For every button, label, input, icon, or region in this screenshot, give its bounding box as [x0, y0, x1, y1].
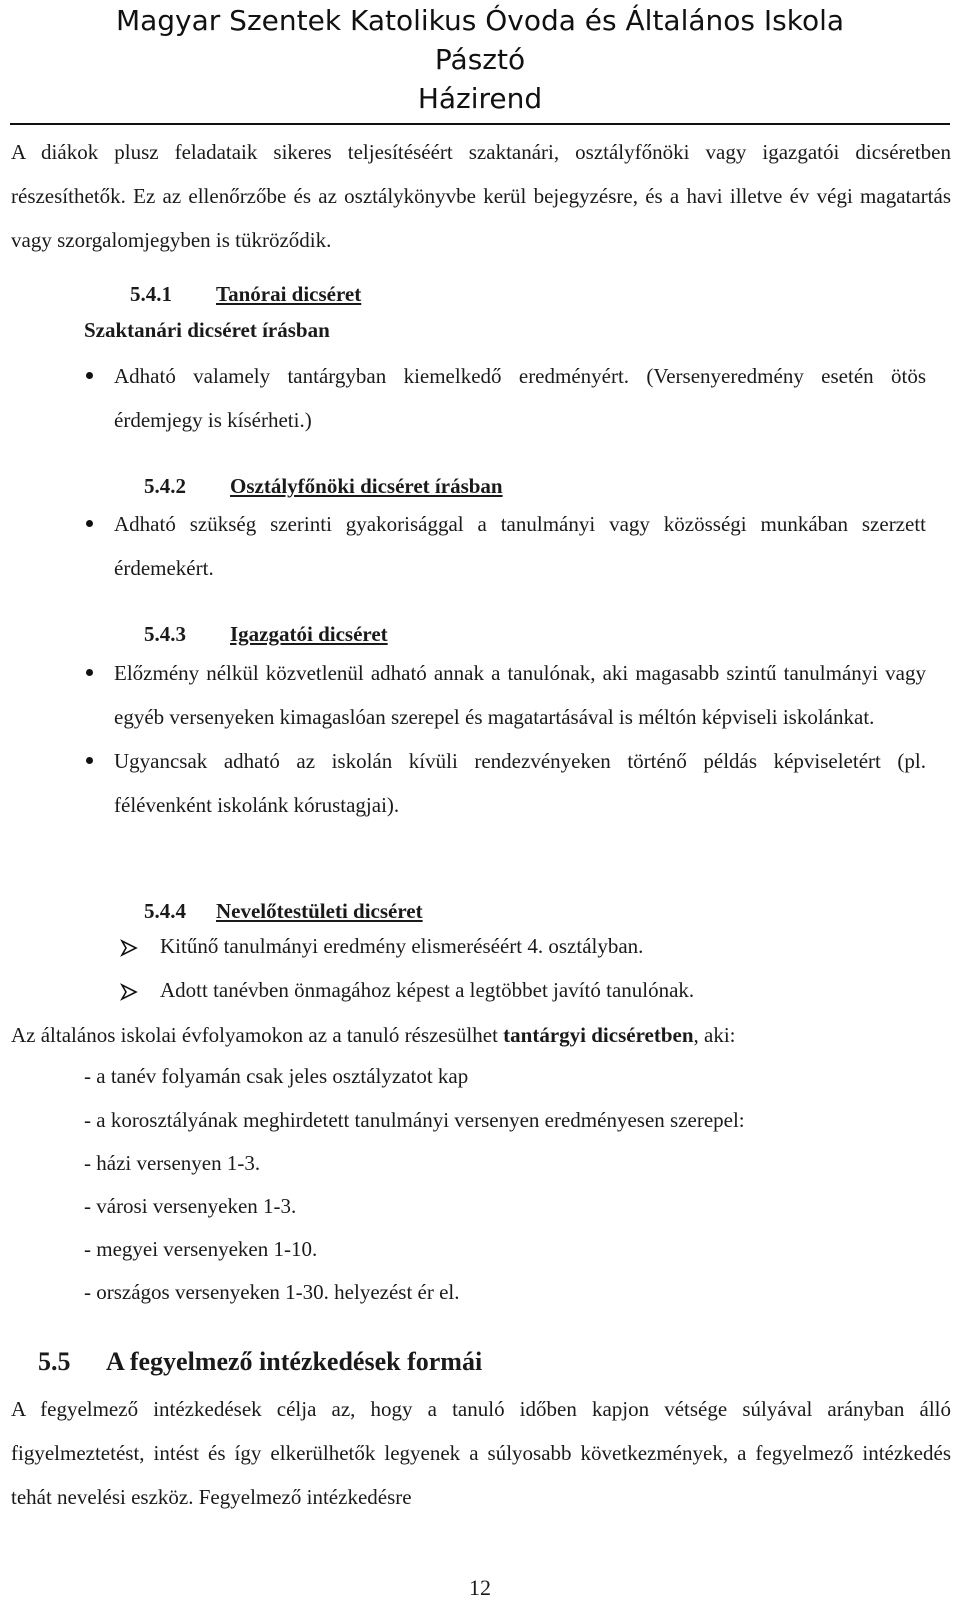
- arrow-list-item: Kitűnő tanulmányi eredmény elismeréséért 4. osztályban.: [120, 934, 643, 959]
- heading-5-5: [38, 1347, 482, 1377]
- list-item: Adható valamely tantárgyban kiemelkedő eredményért. (Versenyeredmény esetén ötös érdemjegy is kísérheti.): [114, 354, 926, 442]
- criteria-line: - országos versenyeken 1-30. helyezést ér el.: [84, 1280, 460, 1304]
- subject-praise-intro: Az általános iskolai évfolyamokon az a tanuló részesülhet tantárgyi dicséretben, aki:: [11, 1023, 736, 1047]
- arrow-bullet-icon: [120, 983, 138, 1001]
- list-item: Ugyancsak adható az iskolán kívüli rendezvényeken történő példás képviseletért (pl. félévenként iskolánk kórustagjai).: [114, 739, 926, 827]
- intro-paragraph: A diákok plusz feladataik sikeres teljesítéséért szaktanári, osztályfőnöki vagy igazgatói dicséretben részesíthetők. Ez az ellenőrzőbe és az osztálykönyvbe kerül bejegyzésre, és a havi illetve év végi magatartás vagy szorgalomjegyben is tükröződik.: [11, 140, 951, 252]
- heading-title: Osztályfőnöki dicséret írásban: [230, 474, 503, 498]
- heading-number: 5.5: [38, 1347, 71, 1376]
- arrow-list-item: Adott tanévben önmagához képest a legtöbbet javító tanulónak.: [120, 978, 694, 1003]
- heading-5-4-3: [144, 622, 388, 647]
- bullet-icon: [86, 669, 93, 676]
- heading-number: 5.4.1: [130, 282, 172, 306]
- bullet-list-5-4-2: [114, 502, 926, 590]
- page-number: 12: [469, 1575, 491, 1600]
- heading-5-4-1: [130, 282, 361, 307]
- criteria-line: - a tanév folyamán csak jeles osztályzatot kap: [84, 1064, 469, 1088]
- header-divider: [10, 123, 950, 125]
- header-town: Pásztó: [434, 43, 526, 76]
- list-item: Adható szükség szerinti gyakorisággal a tanulmányi vagy közösségi munkában szerzett érdemekért.: [114, 502, 926, 590]
- list-item: Előzmény nélkül közvetlenül adható annak a tanulónak, aki magasabb szintű tanulmányi vagy egyéb versenyeken kimagaslóan szerepel és magatartásával is méltón képviseli iskolánkat.: [114, 651, 926, 739]
- bullet-list-5-4-3: [114, 651, 926, 827]
- criteria-line: - városi versenyeken 1-3.: [84, 1194, 297, 1218]
- heading-5-4-4: [144, 899, 423, 924]
- subheading-written-praise: Szaktanári dicséret írásban: [84, 318, 330, 342]
- heading-number: 5.4.3: [144, 622, 186, 646]
- disciplinary-paragraph: A fegyelmező intézkedések célja az, hogy a tanuló időben kapjon vétsége súlyával arányban álló figyelmeztetést, intést és így elkerülhetők legyenek a súlyosabb következmények, a fegyelmező intézkedés tehát nevelési eszköz. Fegyelmező intézkedésre: [11, 1397, 951, 1509]
- page-header: [0, 0, 960, 118]
- criteria-line: - házi versenyen 1-3.: [84, 1151, 261, 1175]
- heading-title: Nevelőtestületi dicséret: [216, 899, 423, 923]
- header-document-title: Házirend: [417, 82, 543, 115]
- heading-title: Igazgatói dicséret: [230, 622, 388, 646]
- heading-number: 5.4.2: [144, 474, 186, 498]
- heading-5-4-2: [144, 474, 503, 499]
- heading-title: A fegyelmező intézkedések formái: [106, 1347, 483, 1376]
- subject-praise-term: tantárgyi dicséretben: [503, 1023, 694, 1047]
- bullet-icon: [86, 757, 93, 764]
- criteria-line: - a korosztályának meghirdetett tanulmányi versenyen eredményesen szerepel:: [84, 1108, 745, 1132]
- bullet-list-5-4-1: [114, 354, 926, 442]
- bullet-icon: [86, 372, 93, 379]
- header-school-name: Magyar Szentek Katolikus Óvoda és Általános Iskola: [115, 4, 845, 37]
- heading-title: Tanórai dicséret: [216, 282, 362, 306]
- criteria-line: - megyei versenyeken 1-10.: [84, 1237, 318, 1261]
- arrow-bullet-icon: [120, 939, 138, 957]
- heading-number: 5.4.4: [144, 899, 186, 923]
- bullet-icon: [86, 520, 93, 527]
